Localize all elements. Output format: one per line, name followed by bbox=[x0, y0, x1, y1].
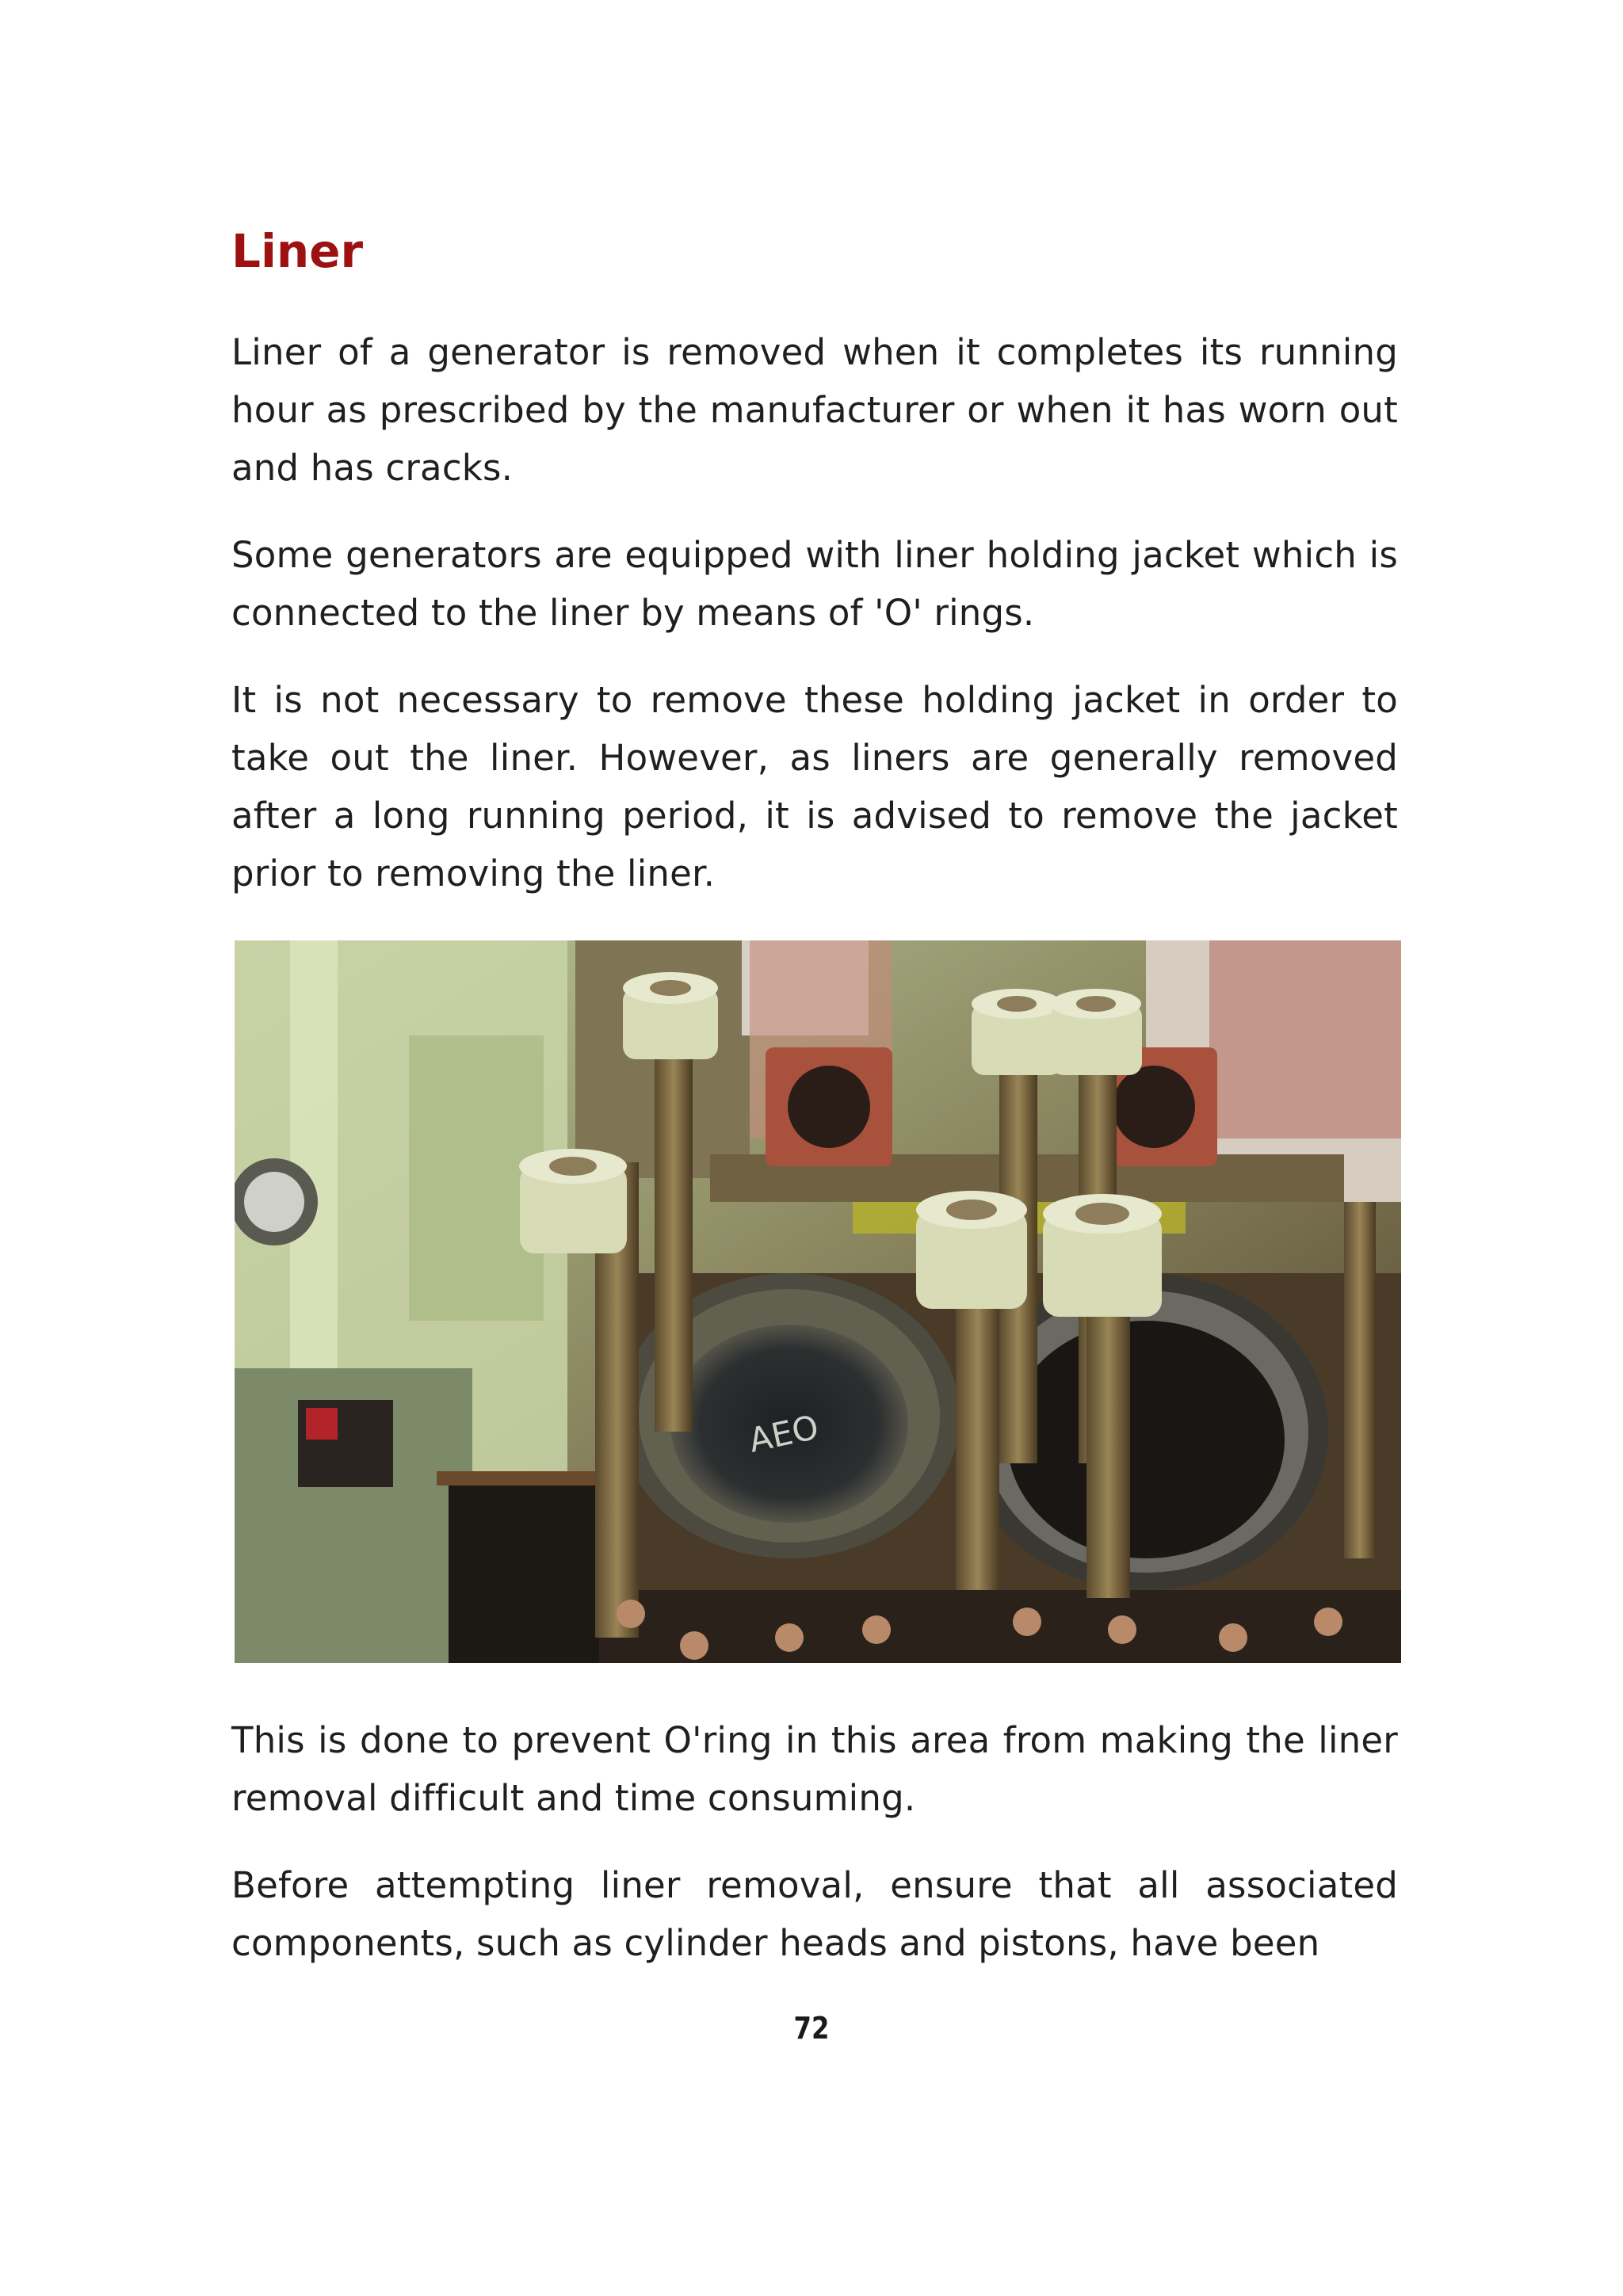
paragraph-liner-removal-conditions: Liner of a generator is removed when it completes its running hour as prescribed by the manufacturer or when it has worn out and has cracks. bbox=[231, 331, 1398, 489]
liner-marking-text: AEO bbox=[745, 1407, 823, 1460]
page-number: 72 bbox=[793, 2011, 830, 2046]
paragraph-jacket-removal-advice: It is not necessary to remove these holding jacket in order to take out the liner. However, as liners are generally removed after a long running period, it is advised to remove the jacket prior to removing the liner. bbox=[231, 679, 1398, 894]
paragraph-before-removal: Before attempting liner removal, ensure that all associated components, such as cylinder heads and pistons, have been bbox=[231, 1864, 1398, 1964]
engine-liner-photo bbox=[235, 940, 1401, 1663]
paragraph-holding-jacket: Some generators are equipped with liner holding jacket which is connected to the liner by means of 'O' rings. bbox=[231, 534, 1398, 634]
section-heading: Liner bbox=[231, 224, 364, 278]
paragraph-oring-reason: This is done to prevent O'ring in this area from making the liner removal difficult and time consuming. bbox=[231, 1719, 1398, 1819]
